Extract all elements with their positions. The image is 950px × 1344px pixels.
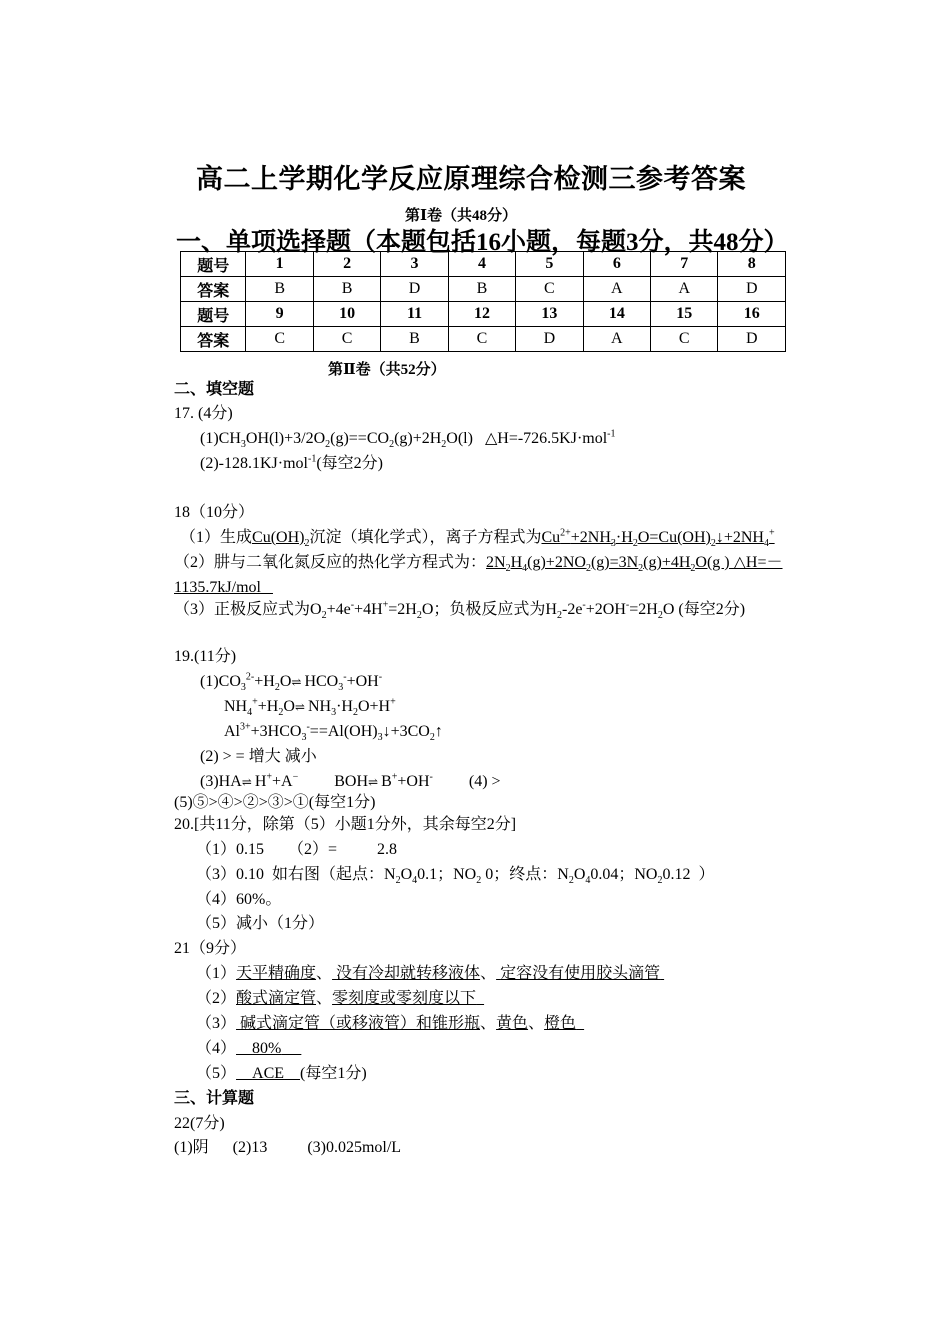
table-cell: 2	[313, 252, 380, 277]
q18-header: 18（10分）	[174, 504, 255, 521]
q18-per-blank: (每空2分)	[678, 601, 746, 618]
table-cell: 10	[313, 302, 380, 327]
table-cell: A	[583, 327, 650, 352]
table-cell: B	[246, 277, 313, 302]
table-cell: A	[651, 277, 718, 302]
q17-answer-2: (2)-128.1KJ·mol$^{-1}$(每空2分)	[200, 453, 383, 472]
q20-answer-1: （1）0.15 （2）= 2.8	[196, 841, 398, 858]
q21-answer-1: （1）天平精确度、 没有冷却就转移液体、 定容没有使用胶头滴管	[196, 965, 661, 982]
table-cell: C	[313, 327, 380, 352]
table-cell: D	[718, 277, 786, 302]
q22-header: 22(7分)	[174, 1115, 225, 1132]
q17-answer-1: $(1)CH_3OH(l)+3/2O_2(g)==CO_2(g)+2H_2O(l)$ △H=-726.5KJ·mol$^{-1}$	[200, 428, 616, 451]
q21-a3-prefix: （3）	[196, 1015, 237, 1032]
q20-answer-4: （4）60%。	[196, 891, 282, 908]
table-cell: C	[516, 277, 583, 302]
table-cell: 题号	[181, 252, 246, 277]
q18-answer-3: （3）正极反应式为$O_2+4e^-+4H^+=2H_2O$；负极反应式为$H_2-2e^-+2OH^-=2H_2O$ (每空2分)	[174, 599, 746, 622]
q21-a3-blank-3: 橙色	[544, 1015, 577, 1032]
table-cell: D	[381, 277, 448, 302]
page-title: 高二上学期化学反应原理综合检测三参考答案	[196, 164, 746, 194]
table-cell: A	[583, 277, 650, 302]
q20-answer-5: （5）减小（1分）	[196, 915, 325, 932]
q22-answers: (1)阴 (2)13 (3)0.025mol/L	[174, 1139, 402, 1156]
q19-answer-3: (3)HA⇌ H++A− BOH⇌ B++OH- (4) >	[200, 771, 501, 790]
table-row	[181, 302, 786, 327]
q19-answer-1b: $NH_4^++H_2O\rightleftharpoons$ $NH_3\cdot H_2O+H^+$	[224, 696, 396, 719]
q19-answer-5: (5)⑤>④>②>③>①(每空1分)	[174, 794, 376, 811]
q21-a3-blank-2: 黄色	[496, 1015, 529, 1032]
q19-answer-1c: $Al^{3+}+3HCO_3^-==Al(OH)_3↓+3CO_2↑$	[224, 721, 443, 744]
q18-blank-2: $Cu^{2+}+2NH_3\cdot H_2O=Cu(OH)_2↓+2NH_4^+$	[541, 527, 775, 550]
q18-line4-mid: ；负极反应式为	[433, 601, 546, 618]
table-cell: 15	[651, 302, 718, 327]
part2-heading: 第Ⅱ卷（共52分）	[328, 362, 446, 378]
table-cell: 13	[516, 302, 583, 327]
q19-header: 19.(11分)	[174, 648, 237, 665]
table-cell: D	[516, 327, 583, 352]
q21-a1-prefix: （1）	[196, 965, 237, 982]
table-cell: C	[246, 327, 313, 352]
table-cell: 8	[718, 252, 786, 277]
table-cell: 16	[718, 302, 786, 327]
q17-answer-2-text: (2)-128.1KJ·mol	[200, 455, 308, 472]
q21-answer-5	[196, 1064, 367, 1084]
q20-answer-3: （3）0.10 如右图（起点：$N_2O_40.1$；$NO_2$ 0；终点：$N_2O_40.04$；$NO_20.12$ ）	[196, 866, 715, 887]
table-cell: 题号	[181, 302, 246, 327]
q21-a4-blank-1: 80%	[252, 1040, 282, 1057]
q18-answer-2-cont	[174, 578, 273, 598]
table-cell: 答案	[181, 327, 246, 352]
table-cell: B	[381, 327, 448, 352]
q21-a4-prefix: （4）	[196, 1040, 237, 1057]
q21-a2-blank-1: 酸式滴定管	[236, 990, 317, 1007]
q19-answer-2: (2) > = 增大 减小	[200, 748, 317, 765]
q19-answer-1a: $(1)CO_3^{2-}+H_2O\rightleftharpoons$ $HCO_3^-+OH^-$	[200, 671, 383, 694]
q18-blank-3: $2N_2H_4(g)+2NO_2(g)=3N_2(g)+4H_2O(g$ ) △H=－	[486, 554, 783, 575]
q17-header: 17. (4分)	[174, 405, 233, 422]
q21-header: 21（9分）	[174, 940, 247, 957]
table-cell: 7	[651, 252, 718, 277]
q18-blank-3-cont: 1135.7kJ/mol	[174, 579, 261, 596]
q21-answer-4	[196, 1039, 301, 1059]
q21-a1-blank-1: 天平精确度	[236, 965, 317, 982]
q21-a2-blank-2: 零刻度或零刻度以下	[332, 990, 477, 1007]
table-cell: C	[448, 327, 515, 352]
table-cell: 5	[516, 252, 583, 277]
q21-a5-blank-1: ACE	[252, 1065, 285, 1082]
table-cell: 1	[246, 252, 313, 277]
table-row	[181, 277, 786, 302]
q21-answer-2: （2）酸式滴定管、零刻度或零刻度以下	[196, 990, 477, 1007]
q18-answer-2	[174, 553, 783, 573]
q21-a3-blank-1: 碱式滴定管（或移液管）和锥形瓶	[240, 1015, 481, 1032]
q21-a2-prefix: （2）	[196, 990, 237, 1007]
table-cell: 3	[381, 252, 448, 277]
part1-heading: 第Ⅰ卷（共48分）	[405, 208, 518, 224]
q18-answer-1	[180, 528, 775, 548]
q18-line1-mid: 沉淀（填化学式），离子方程式为	[309, 529, 542, 546]
q21-a1-blank-2: 没有冷却就转移液体	[336, 965, 481, 982]
table-cell: 答案	[181, 277, 246, 302]
table-cell: 6	[583, 252, 650, 277]
table-cell: B	[313, 277, 380, 302]
table-row	[181, 252, 786, 277]
q19-answer-4: (4) >	[468, 773, 501, 790]
q21-a5-prefix: （5）	[196, 1065, 237, 1082]
table-cell: 9	[246, 302, 313, 327]
table-cell: C	[651, 327, 718, 352]
table-cell: 12	[448, 302, 515, 327]
table-cell: D	[718, 327, 786, 352]
q20-header: 20.[共11分，除第（5）小题1分外，其余每空2分]	[174, 816, 517, 833]
answer-table	[180, 251, 786, 352]
table-cell: B	[448, 277, 515, 302]
q18-line1-prefix: （1）生成	[180, 529, 253, 546]
section1-heading: 一、单项选择题（本题包括16小题，每题3分，共48分）	[176, 229, 789, 256]
table-cell: 11	[381, 302, 448, 327]
table-cell: 14	[583, 302, 650, 327]
q21-answer-3: （3） 碱式滴定管（或移液管）和锥形瓶、黄色、橙色	[196, 1015, 577, 1032]
q18-blank-1: $Cu(OH)_2$	[252, 529, 310, 550]
table-cell: 4	[448, 252, 515, 277]
section2-heading: 二、填空题	[174, 381, 255, 398]
q18-line2-prefix: （2）肼与二氧化氮反应的热化学方程式为：	[174, 554, 487, 571]
section3-heading: 三、计算题	[174, 1090, 255, 1107]
q21-a1-blank-3: 定容没有使用胶头滴管	[500, 965, 661, 982]
q21-a5-suffix: (每空1分)	[300, 1065, 367, 1082]
table-row	[181, 327, 786, 352]
q18-line4-prefix: （3）正极反应式为	[174, 601, 311, 618]
